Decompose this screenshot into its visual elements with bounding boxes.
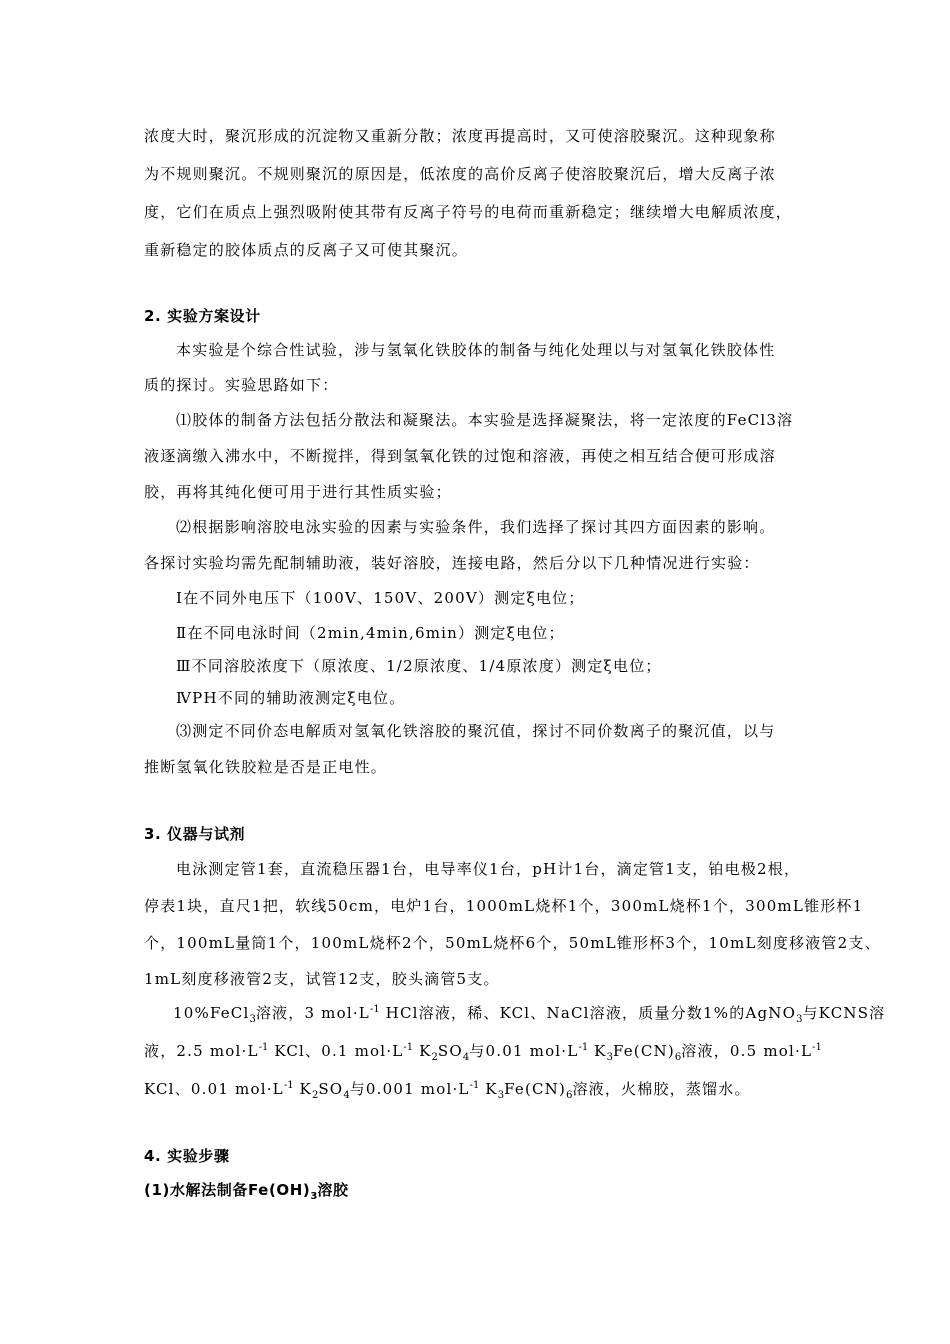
paragraph-line: 停表1块，直尺1把，软线50cm，电炉1台，1000mL烧杯1个，300mL烧杯1个，300mL锥形杯1 — [144, 897, 864, 915]
paragraph-line: ⑶测定不同价态电解质对氢氧化铁溶胶的聚沉值，探讨不同价数离子的聚沉值，以与 — [176, 722, 776, 740]
paragraph-line: 个，100mL量筒1个，100mL烧杯2个，50mL烧杯6个，50mL锥形杯3个，10mL刻度移液管2支、 — [144, 934, 881, 952]
paragraph-line: 胶，再将其纯化便可用于进行其性质实验； — [144, 483, 452, 501]
reagents-line: 10%FeCl$_3$溶液，3 $mol\cdot L^{-1}$ HCl溶液，稀、KCl、NaCl溶液，质量分数1%的AgNO$_3$与KCNS溶 — [173, 1004, 886, 1025]
paragraph-line: ⑵根据影响溶胶电泳实验的因素与实验条件，我们选择了探讨其四方面因素的影响。 — [176, 518, 776, 536]
paragraph-line: 质的探讨。实验思路如下： — [144, 376, 339, 394]
paragraph-line: 为不规则聚沉。不规则聚沉的原因是，低浓度的高价反离子使溶胶聚沉后，增大反离子浓 — [144, 165, 776, 183]
section-heading: 3. 仪器与试剂 — [144, 825, 246, 843]
paragraph-line: 各探讨实验均需先配制辅助液，装好溶胶，连接电路，然后分以下几种情况进行实验： — [144, 554, 760, 572]
reagents-line: KCl、0.01 $mol\cdot L^{-1}$ $K_2SO_4$与0.001 $mol\cdot L^{-1}$ $K_3Fe(CN)_6$溶液，火棉胶，蒸馏水。 — [144, 1080, 751, 1101]
paragraph-line: ⑴胶体的制备方法包括分散法和凝聚法。本实验是选择凝聚法，将一定浓度的FeCl3溶 — [176, 411, 794, 429]
paragraph-line: 重新稳定的胶体质点的反离子又可使其聚沉。 — [144, 241, 469, 259]
paragraph-line: 浓度大时，聚沉形成的沉淀物又重新分散；浓度再提高时，又可使溶胶聚沉。这种现象称 — [144, 127, 776, 145]
list-item: Ⅲ不同溶胶浓度下（原浓度、1/2原浓度、1/4原浓度）测定ξ电位； — [176, 657, 662, 675]
section-heading: 4. 实验步骤 — [144, 1147, 230, 1165]
section-heading: 2. 实验方案设计 — [144, 307, 261, 325]
paragraph-line: 度，它们在质点上强烈吸附使其带有反离子符号的电荷而重新稳定；继续增大电解质浓度， — [144, 203, 793, 221]
list-item: Ⅱ在不同电泳时间（2min,4min,6min）测定ξ电位； — [176, 624, 565, 642]
list-item: ⅣPH不同的辅助液测定ξ电位。 — [176, 689, 406, 707]
list-item: Ⅰ在不同外电压下（100V、150V、200V）测定ξ电位； — [176, 589, 585, 607]
reagents-line: 液，2.5 $mol\cdot L^{-1}$ KCl、0.1 $mol\cdot L^{-1}$ $K_2SO_4$与0.01 $mol\cdot L^{-1}$ $K_3Fe(CN)_6$溶液，0.5 $mol\cdot L^{-1}$ — [144, 1042, 822, 1063]
paragraph-line: 1mL刻度移液管2支，试管12支，胶头滴管5支。 — [144, 970, 500, 988]
paragraph-line: 本实验是个综合性试验，涉与氢氧化铁胶体的制备与纯化处理以与对氢氧化铁胶体性 — [176, 341, 776, 359]
paragraph-line: 电泳测定管1套，直流稳压器1台，电导率仪1台，pH计1台，滴定管1支，铂电极2根， — [176, 860, 801, 878]
paragraph-line: 推断氢氧化铁胶粒是否是正电性。 — [144, 758, 388, 776]
paragraph-line: 液逐滴缴入沸水中，不断搅拌，得到氢氧化铁的过饱和溶液，再使之相互结合便可形成溶 — [144, 447, 776, 465]
subsection-heading: (1)水解法制备$Fe(OH)_3$溶胶 — [144, 1181, 349, 1202]
